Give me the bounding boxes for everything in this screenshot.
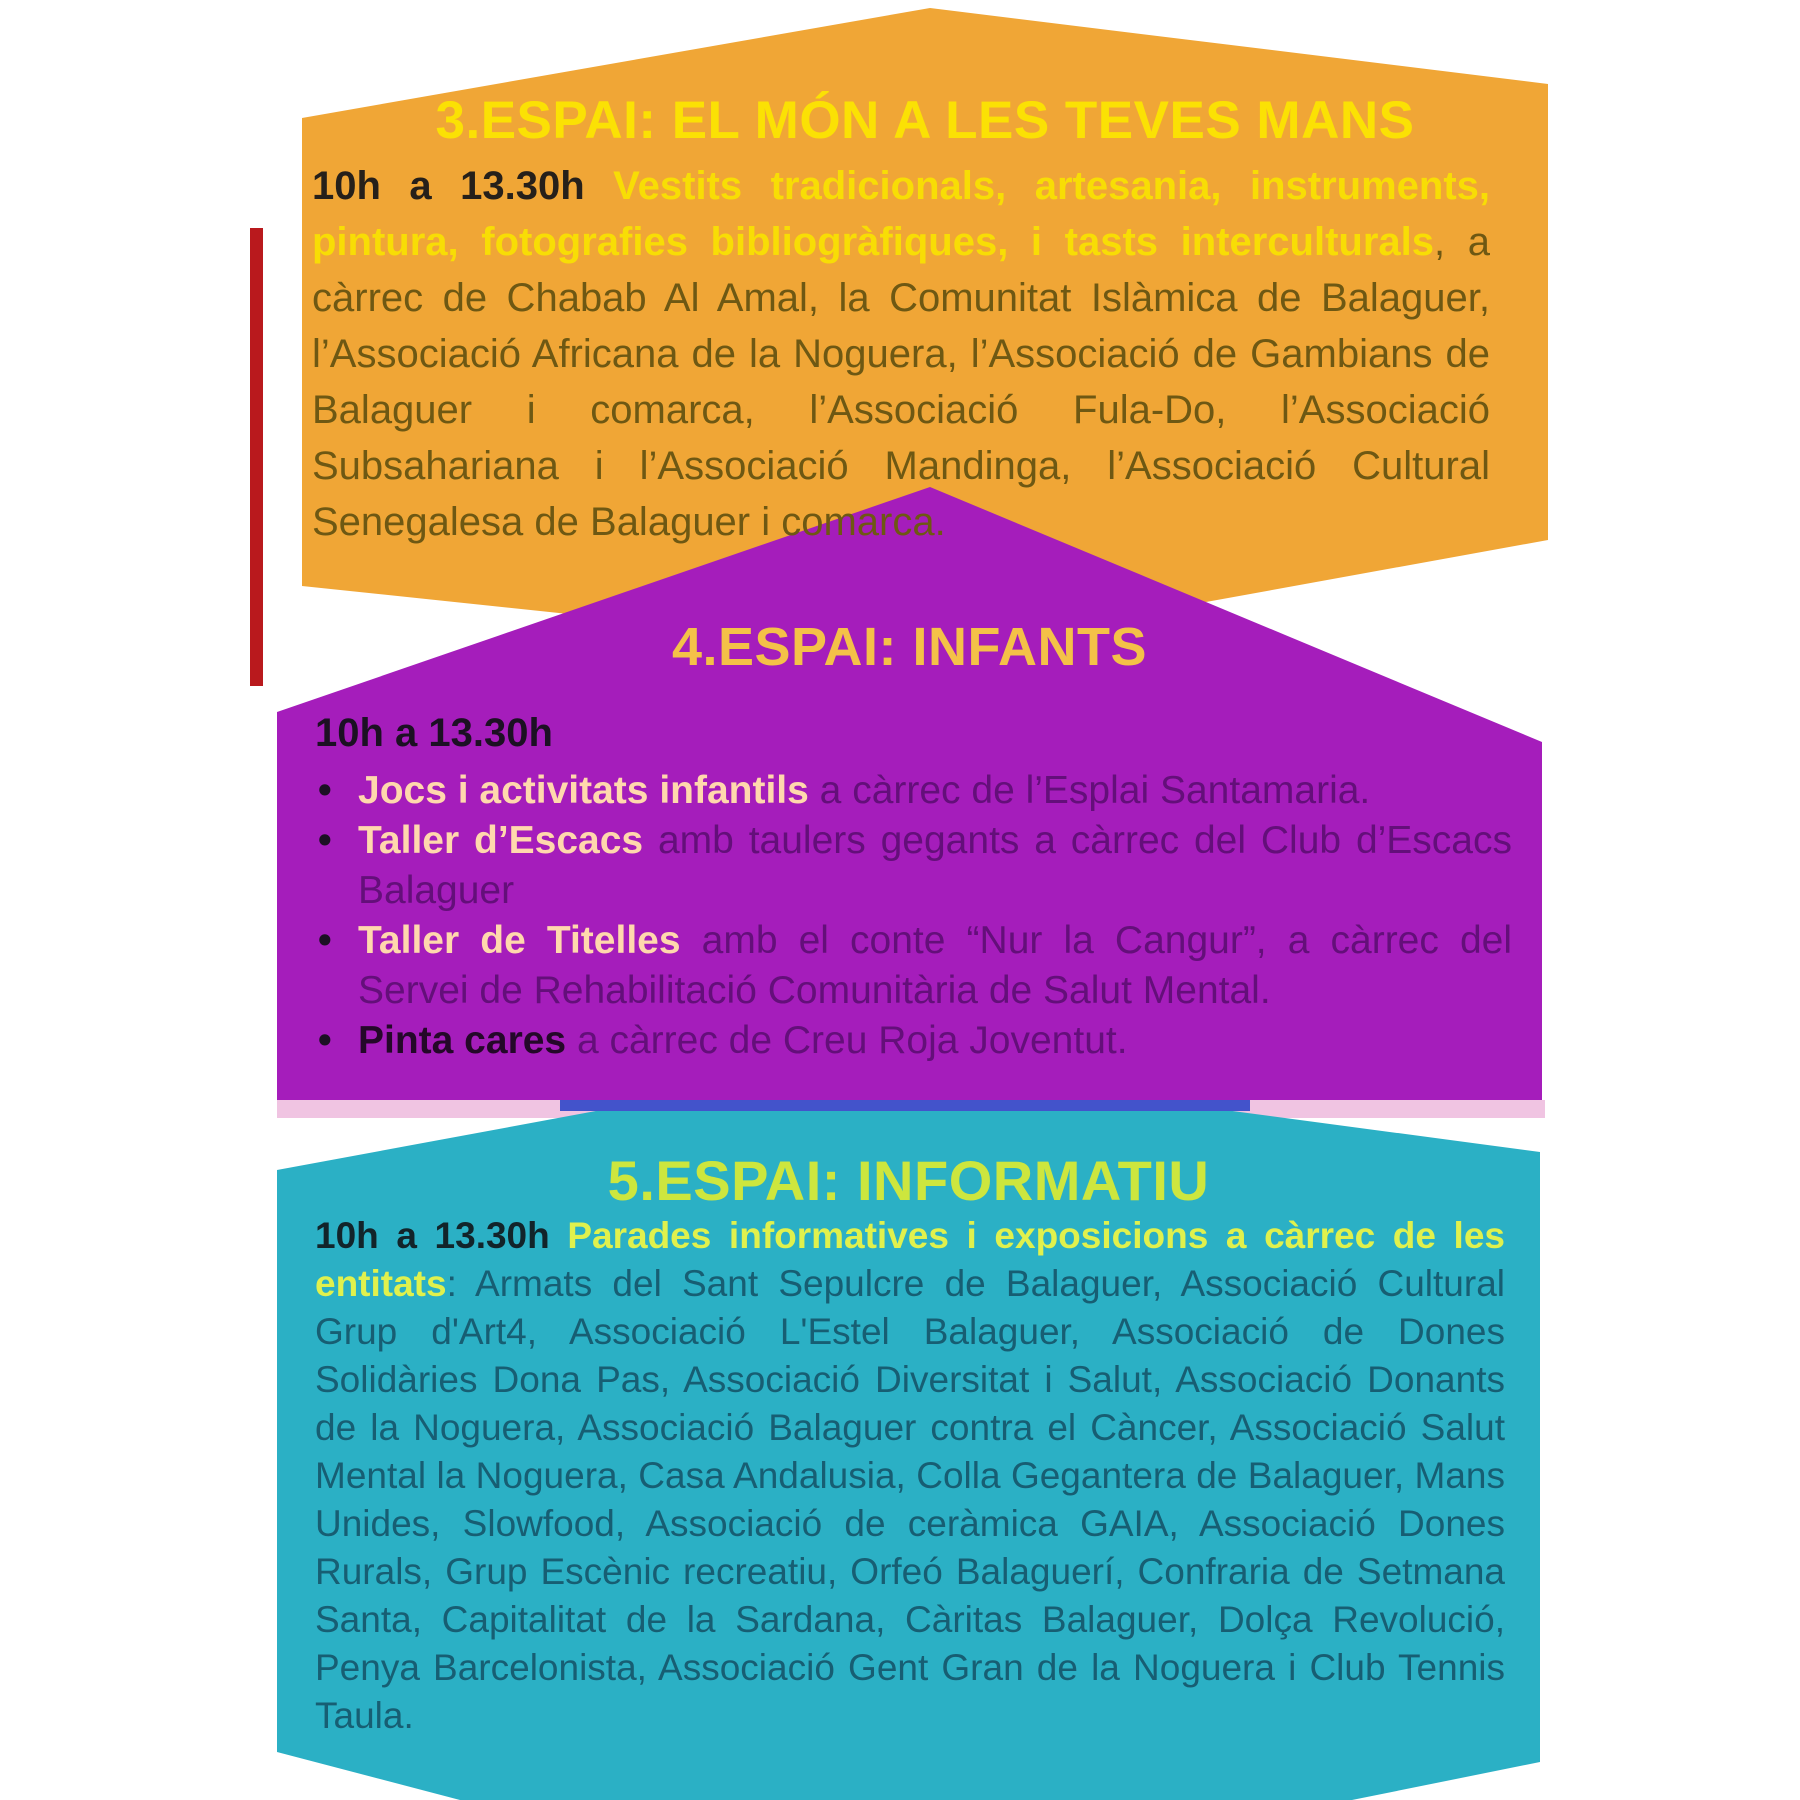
- bullet-marker: •: [318, 1019, 332, 1062]
- bullet-label: Taller d’Escacs: [358, 819, 644, 862]
- espai4-bullet-list: [312, 766, 1512, 1066]
- bullet-item-pintacares: [312, 1016, 1512, 1066]
- bullet-label: Pinta cares: [358, 1019, 567, 1062]
- espai5-highlight-text: Parades informatives i exposicions a càrrec de les entitats: [315, 1215, 1505, 1304]
- bullet-item-jocs: [312, 766, 1512, 816]
- espai3-title: 3.ESPAI: EL MÓN A LES TEVES MANS: [435, 91, 1415, 150]
- bullet-description: amb el conte “Nur la Cangur”, a càrrec del Servei de Rehabilitació Comunitària de Salut Mental.: [358, 919, 1513, 1012]
- espai3-body-text: , a càrrec de Chabab Al Amal, la Comunitat Islàmica de Balaguer, l’Associació Africana de la Noguera, l’Associació de Gambians de Balaguer i comarca, l’Associació Fula-Do, l’Associació Subsahariana i l’Associació Mandinga, l’Associació Cultural Senegalesa de Balaguer i comarca.: [312, 220, 1490, 544]
- espai3-time-label: 10h a 13.30h: [312, 164, 585, 208]
- bullet-description: a càrrec de l’Esplai Santamaria.: [808, 769, 1371, 812]
- bullet-item-escacs: [312, 816, 1512, 916]
- espai5-time-label: 10h a 13.30h: [315, 1215, 550, 1256]
- red-accent-bar: [250, 228, 263, 686]
- espai3-highlight-text: Vestits tradicionals, artesania, instruments, pintura, fotografies bibliogràfiques, i tasts interculturals: [312, 164, 1490, 264]
- espai5-title: 5.ESPAI: INFORMATIU: [607, 1149, 1210, 1212]
- bullet-marker: •: [318, 919, 332, 962]
- espai3-paragraph: [312, 158, 1490, 550]
- bullet-item-titelles: [312, 916, 1512, 1016]
- bullet-label: Taller de Titelles: [358, 919, 681, 962]
- espai5-paragraph: [315, 1212, 1505, 1740]
- bullet-description: a càrrec de Creu Roja Joventut.: [566, 1019, 1128, 1062]
- bullet-marker: •: [318, 819, 332, 862]
- blue-divider-line: [560, 1100, 1250, 1111]
- bullet-label: Jocs i activitats infantils: [358, 769, 809, 812]
- espai4-title: 4.ESPAI: INFANTS: [671, 617, 1148, 677]
- bullet-description: amb taulers gegants a càrrec del Club d’Escacs Balaguer: [358, 819, 1512, 912]
- espai5-body-text: : Armats del Sant Sepulcre de Balaguer, Associació Cultural Grup d'Art4, Associació L'Estel Balaguer, Associació de Dones Solidàries Dona Pas, Associació Diversitat i Salut, Associació Donants de la Noguera, Associació Balaguer contra el Càncer, Associació Salut Mental la Noguera, Casa Andalusia, Colla Gegantera de Balaguer, Mans Unides, Slowfood, Associació de ceràmica GAIA, Associació Dones Rurals, Grup Escènic recreatiu, Orfeó Balaguerí, Confraria de Setmana Santa, Capitalitat de la Sardana, Càritas Balaguer, Dolça Revolució, Penya Barcelonista, Associació Gent Gran de la Noguera i Club Tennis Taula.: [315, 1263, 1505, 1736]
- espai4-time-label: 10h a 13.30h: [315, 711, 553, 755]
- bullet-marker: •: [318, 769, 332, 812]
